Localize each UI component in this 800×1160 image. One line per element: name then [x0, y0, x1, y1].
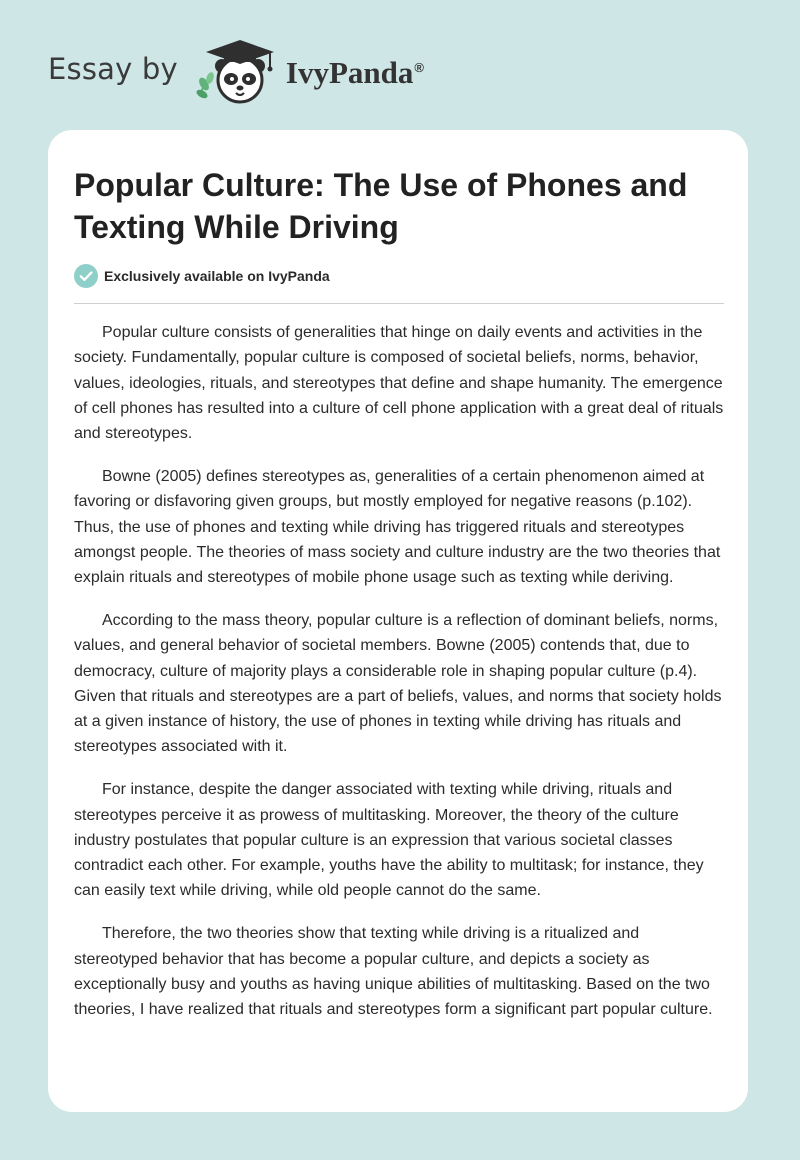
paragraph: Therefore, the two theories show that texting while driving is a ritualized and stereotyped behavior that has become a popular culture, and depicts a society as exceptionally busy and youths as having unique abilities of multitasking. Based on the two theories, I have realized that rituals and stereotypes form a significant part popular culture.	[74, 925, 713, 1019]
check-circle-icon	[74, 264, 98, 288]
brand-header	[48, 36, 424, 108]
registered-mark: ®	[414, 59, 424, 75]
paragraph: Bowne (2005) defines stereotypes as, generalities of a certain phenomenon aimed at favoring or disfavoring given groups, but mostly employed for negative reasons (p.102). Thus, the use of phones and texting while driving has triggered rituals and stereotypes amongst people. The theories of mass society and culture industry are the two theories that explain rituals and stereotypes of mobile phone usage such as texting while deriving.	[74, 467, 721, 587]
paragraph: Popular culture consists of generalities that hinge on daily events and activities in the society. Fundamentally, popular culture is composed of societal beliefs, norms, behavior, values, ideologies, rituals, and stereotypes that define and shape humanity. The emergence of cell phones has resulted into a culture of cell phone application with a great deal of rituals and stereotypes.	[74, 324, 724, 443]
exclusive-label: Exclusively available on IvyPanda	[104, 268, 330, 284]
article-card	[48, 130, 748, 1112]
page-title: Popular Culture: The Use of Phones and Texting While Driving	[74, 167, 688, 245]
divider	[74, 303, 724, 304]
panda-graduation-cap-icon	[192, 36, 284, 108]
paragraph: For instance, despite the danger associated with texting while driving, rituals and stereotypes perceive it as prowess of multitasking. Moreover, the theory of the culture industry postulates that popular culture is an expression that various societal classes contradict each other. For example, youths have the ability to multitask; for instance, they can easily text while driving, while old people cannot do the same.	[74, 781, 704, 900]
paragraph: According to the mass theory, popular culture is a reflection of dominant beliefs, norms, values, and general behavior of societal members. Bowne (2005) contends that, due to democracy, culture of majority plays a considerable role in shaping popular culture (p.4). Given that rituals and stereotypes are a part of beliefs, values, and norms that society holds at a given instance of history, the use of phones in texting while driving has rituals and stereotypes associated with it.	[74, 611, 722, 756]
exclusive-badge	[74, 264, 330, 288]
brand-prefix: Essay by	[48, 52, 178, 86]
brand-name[interactable]: IvyPanda®	[285, 55, 424, 90]
article-body	[74, 320, 724, 1040]
